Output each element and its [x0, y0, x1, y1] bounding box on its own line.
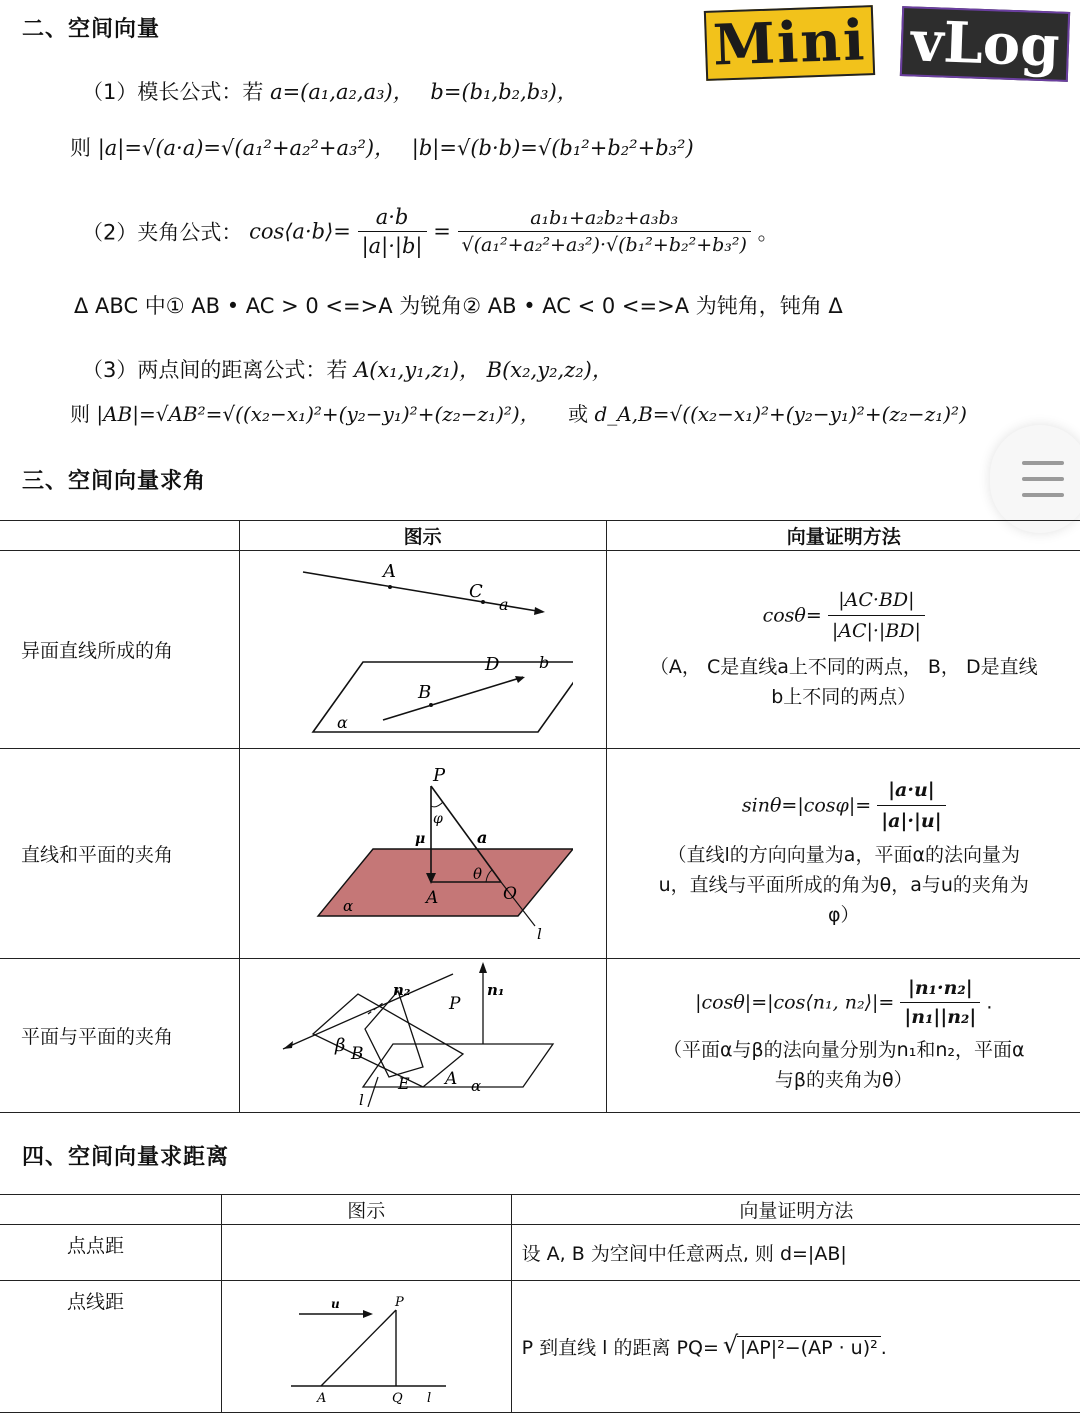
- modulus-a-formula: |a|=√(a·a)=√(a₁²+a₂²+a₃²)，: [97, 136, 396, 160]
- distance-table-header-figure: 图示: [221, 1195, 511, 1225]
- distance-points: A(x₁,y₁,z₁)， B(x₂,y₂,z₂)，: [354, 358, 613, 382]
- figure-plane-plane: [239, 959, 606, 1113]
- modulus-line1: [82, 76, 578, 106]
- proof3-note2: 与β的夹角为θ）: [774, 1069, 913, 1091]
- proof2-note2: u，直线与平面所成的角为θ，a与u的夹角为: [658, 874, 1029, 896]
- angle-fraction-1: [358, 205, 427, 258]
- proof3-fraction: [900, 976, 980, 1029]
- fig-label: φ: [432, 811, 443, 827]
- proof-line-plane: [606, 749, 1080, 959]
- fig-label: E: [397, 1074, 410, 1093]
- method-point-line-radical: [737, 1336, 881, 1359]
- fig-label: l: [358, 1091, 364, 1107]
- fig-label: P: [432, 765, 445, 786]
- proof2-num: |a·u|: [877, 777, 945, 806]
- proof-skew-lines: [606, 551, 1080, 749]
- fig-label: Q: [392, 1391, 403, 1404]
- fig-label: α: [336, 713, 348, 732]
- table-row: [0, 1281, 1080, 1413]
- proof2-den: |a|·|u|: [881, 810, 942, 832]
- section2-title: 二、空间向量: [22, 17, 161, 42]
- row-label-plane-plane: 平面与平面的夹角: [0, 959, 239, 1113]
- fig-label: u: [331, 1297, 340, 1311]
- distance-or: 或: [568, 402, 589, 426]
- modulus-line2: [70, 132, 694, 162]
- figure-point-line: [221, 1281, 511, 1413]
- proof3-end: .: [986, 991, 993, 1014]
- proof1-den: |AC|·|BD|: [831, 620, 921, 642]
- fig-label: μ: [414, 831, 425, 847]
- angle-den1: |a|·|b|: [361, 234, 423, 258]
- proof3-lhs: |cosθ|=|cos⟨n₁, n₂⟩|=: [695, 991, 895, 1014]
- vector-a-def: a=(a₁,a₂,a₃)，: [270, 80, 414, 104]
- row-label-line-plane: 直线和平面的夹角: [0, 749, 239, 959]
- fig-label: n₂: [392, 981, 411, 999]
- fig-label: A: [444, 1069, 457, 1089]
- angle-num1: a·b: [358, 205, 427, 232]
- vector-b-def: b=(b₁,b₂,b₃)，: [430, 80, 578, 104]
- proof3-note1: （平面α与β的法向量分别为n₁和n₂，平面α: [663, 1039, 1025, 1061]
- section4-title: 四、空间向量求距离: [22, 1145, 230, 1170]
- figure-point-point-empty: [221, 1225, 511, 1281]
- proof3-num: |n₁·n₂|: [900, 976, 980, 1003]
- angle-table-header-method: 向量证明方法: [606, 521, 1080, 551]
- method-point-line-radicand: |AP|²−(AP · u)²: [739, 1337, 878, 1359]
- method-point-line-end: .: [880, 1337, 887, 1359]
- distance-label: （3）两点间的距离公式：若: [82, 358, 348, 382]
- modulus-then: 则: [70, 136, 91, 160]
- proof1-lhs: cosθ=: [762, 604, 822, 627]
- menu-bar-3: [1022, 493, 1064, 497]
- proof1-num: |AC·BD|: [828, 587, 925, 616]
- angle-table: [0, 520, 1080, 1113]
- proof3-den: |n₁||n₂|: [904, 1006, 977, 1028]
- proof2-note1: （直线l的方向向量为a，平面α的法向量为: [667, 844, 1020, 866]
- table-row: [0, 551, 1080, 749]
- angle-formula: （2）夹角公式： cos⟨a·b⟩= $\frac{a\cdot b}{|a|\cdot|b|}$ = $\frac{\text{a₁b₁+a₂b₂+a₃b₃}}{\text{√(a₁²+a₂²+a₃²)·√(b₁²+b₂²+b₃²)}}$ 。: [82, 205, 779, 258]
- fig-label: α: [342, 897, 353, 915]
- proof2-lhs: sinθ=|cosφ|=: [741, 794, 872, 817]
- proof1-fraction: [828, 587, 925, 644]
- point-line-diagram: [281, 1284, 451, 1404]
- fig-label: B: [417, 682, 431, 703]
- fig-label: θ: [472, 865, 482, 883]
- distance-line1: [82, 354, 613, 384]
- distance-formula2: d_A,B=√((x₂−x₁)²+(y₂−y₁)²+(z₂−z₁)²): [594, 402, 967, 426]
- modulus-b-formula: |b|=√(b·b)=√(b₁²+b₂²+b₃²): [411, 136, 694, 160]
- fig-label: b: [538, 653, 549, 672]
- fig-label: D: [484, 654, 500, 675]
- proof1-note2: b上不同的两点）: [771, 686, 917, 708]
- fig-label: A: [382, 561, 396, 582]
- row-label-point-point: 点点距: [0, 1225, 221, 1281]
- menu-bar-2: [1022, 477, 1064, 481]
- modulus-label: （1）模长公式：若: [82, 80, 264, 104]
- fig-label: C: [468, 581, 483, 602]
- proof1-note1: （A， C是直线a上不同的两点， B， D是直线: [649, 656, 1038, 678]
- floating-menu-button[interactable]: [990, 425, 1080, 533]
- table-row: [0, 959, 1080, 1113]
- fig-label: a: [498, 595, 509, 614]
- proof2-note3: φ）: [827, 904, 860, 926]
- proof2-fraction: [877, 777, 945, 834]
- angle-lhs: cos⟨a·b⟩=: [249, 219, 351, 244]
- fig-label: A: [317, 1391, 327, 1404]
- angle-end: 。: [757, 220, 779, 245]
- method-point-point: 设 A, B 为空间中任意两点, 则 d=|AB|: [511, 1225, 1080, 1281]
- distance-table-header-empty: [0, 1195, 221, 1225]
- fig-label: β: [334, 1035, 345, 1056]
- figure-skew-lines: [239, 551, 606, 749]
- angle-table-header-empty: [0, 521, 239, 551]
- method-point-line-prefix: P 到直线 l 的距离 PQ=: [521, 1337, 719, 1359]
- fig-label: A: [425, 888, 438, 908]
- skew-lines-diagram: [273, 552, 573, 742]
- distance-formula1: |AB|=√AB²=√((x₂−x₁)²+(y₂−y₁)²+(z₂−z₁)²)，: [96, 402, 540, 426]
- fig-label: P: [395, 1295, 404, 1310]
- row-label-point-line: 点线距: [0, 1281, 221, 1413]
- proof-plane-plane: [606, 959, 1080, 1113]
- method-point-line: [511, 1281, 1080, 1413]
- table-row: [0, 749, 1080, 959]
- table-row: [0, 1225, 1080, 1281]
- distance-table-header-method: 向量证明方法: [511, 1195, 1080, 1225]
- fig-label: α: [470, 1077, 481, 1095]
- logo-mini-text: Mini: [704, 5, 876, 81]
- section3-title: 三、空间向量求角: [22, 469, 207, 494]
- fig-label: l: [427, 1391, 432, 1404]
- row-label-skew-lines: 异面直线所成的角: [0, 551, 239, 749]
- angle-table-header-figure: 图示: [239, 521, 606, 551]
- angle-label: （2）夹角公式：: [82, 220, 243, 245]
- distance-then: 则: [70, 402, 90, 426]
- logo-mini: [700, 8, 880, 78]
- distance-line2: [70, 398, 967, 427]
- angle-fraction-2: [458, 207, 751, 256]
- fig-label: B: [350, 1044, 364, 1064]
- logo-vlog-text: vLog: [900, 6, 1071, 82]
- logo-vlog: [905, 6, 1065, 82]
- angle-num2: a₁b₁+a₂b₂+a₃b₃: [458, 207, 751, 232]
- fig-label: l: [536, 925, 542, 943]
- fig-label: P: [448, 994, 461, 1014]
- angle-den2: √(a₁²+a₂²+a₃²)·√(b₁²+b₂²+b₃²): [461, 234, 747, 256]
- figure-line-plane: [239, 749, 606, 959]
- triangle-rule: Δ ABC 中① AB • AC > 0 <=>A 为锐角② AB • AC < 0 <=>A 为钝角，钝角 Δ: [74, 294, 843, 318]
- distance-table: [0, 1194, 1080, 1413]
- line-plane-diagram: [273, 751, 573, 951]
- fig-label: a: [476, 828, 487, 847]
- plane-plane-diagram: [273, 959, 573, 1107]
- menu-bar-1: [1022, 461, 1064, 465]
- fig-label: n₁: [486, 981, 505, 999]
- fig-label: O: [502, 884, 517, 904]
